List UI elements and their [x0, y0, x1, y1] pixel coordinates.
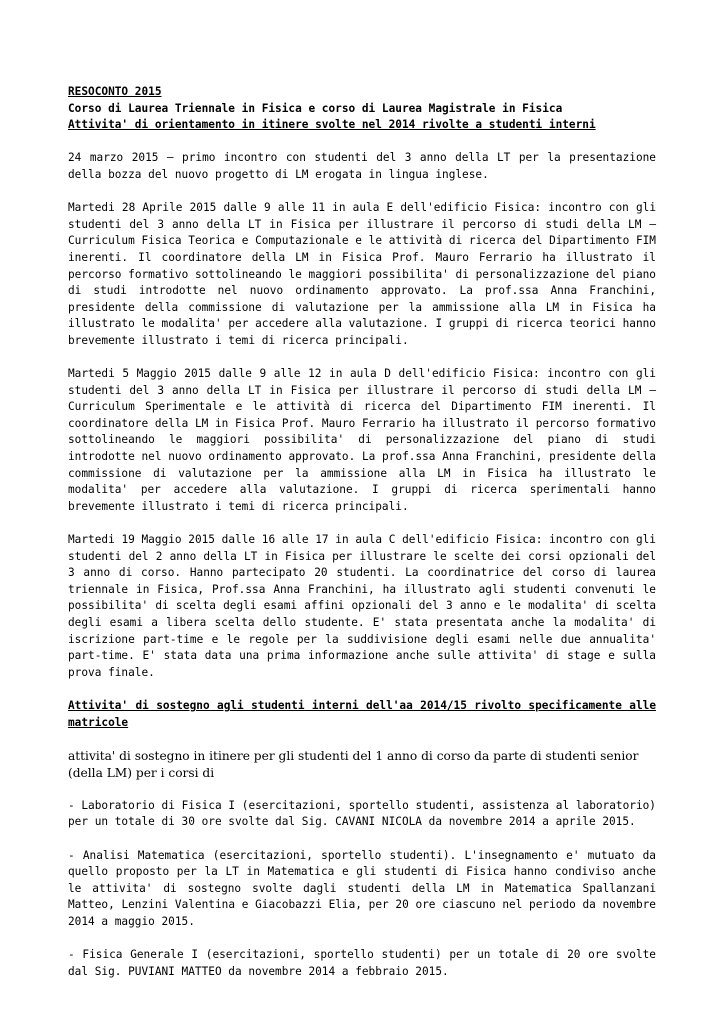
paragraph-lab-fisica: - Laboratorio di Fisica I (esercitazioni, sportello studenti, assistenza al laboratorio) per un totale di 30 ore svolte dal Sig. CAVANI NICOLA da novembre 2014 a aprile 2015.: [68, 798, 656, 829]
paragraph-serif-intro: attivita' di sostegno in itinere per gli studenti del 1 anno di corso da parte di studenti senior (della LM) per i corsi di: [68, 748, 639, 781]
spacer: [68, 184, 656, 201]
paragraph-28-aprile: Martedi 28 Aprile 2015 dalle 9 alle 11 in aula E dell'edificio Fisica: incontro con gli studenti del 3 anno della LT in Fisica per illustrare il percorso di studi della LM – Curriculum Fisica Teorica e Computazionale e le attività di ricerca del Dipartimento FIM inerenti. Il coordinatore della LM in Fisica Prof. Mauro Ferrario ha illustrato il percorso formativo sottolineando le maggiori possibilita' di personalizzazione del piano di studi introdotte nel nuovo ordinamento approvato. La prof.ssa Anna Franchini, presidente della commissione di valutazione per la ammissione alla LM in Fisica ha illustrato le modalita' per accedere alla valutazione. I gruppi di ricerca teorici hanno brevemente illustrato i temi di ricerca principali.: [68, 201, 656, 347]
paragraph-fisica-generale: - Fisica Generale I (esercitazioni, sportello studenti) per un totale di 20 ore svolte dal Sig. PUVIANI MATTEO da novembre 2014 a febbraio 2015.: [68, 948, 656, 978]
paragraph-5-maggio: Martedi 5 Maggio 2015 dalle 9 alle 12 in aula D dell'edificio Fisica: incontro con gli studenti del 3 anno della LT in Fisica per illustrare il percorso di studi della LM – Curriculum Sperimentale e le attività di ricerca del Dipartimento FIM inerenti. Il coordinatore della LM in Fisica Prof. Mauro Ferrario ha illustrato il percorso formativo sottolineando le maggiori possibilita' di personalizzazione del piano di studi introdotte nel nuovo ordinamento approvato. La prof.ssa Anna Franchini, presidente della commissione di valutazione per la ammissione alla LM in Fisica ha illustrato le modalita' per accedere alla valutazione. I gruppi di ricerca sperimentali hanno brevemente illustrato i temi di ricerca principali.: [68, 367, 656, 513]
spacer: [68, 134, 656, 151]
spacer: [68, 831, 656, 848]
heading-line-2: Corso di Laurea Triennale in Fisica e corso di Laurea Magistrale in Fisica: [68, 101, 563, 115]
paragraph-19-maggio: Martedi 19 Maggio 2015 dalle 16 alle 17 in aula C dell'edificio Fisica: incontro con gli studenti del 2 anno della LT in Fisica per illustrare le scelte dei corsi opzionali del 3 anno di corso. Hanno partecipato 20 studenti. La coordinatrice del corso di laurea triennale in Fisica, Prof.ssa Anna Franchini, ha illustrato agli studenti convenuti le possibilita' di scelta degli esami affini opzionali del 3 anno e le modalita' di scelta degli esami a libera scelta dello studente. E' stata presentata anche la modalita' di iscrizione part-time e le regole per la suddivisione degli esami nelle due annualita' part-time. E' stata data una prima informazione anche sulle attivita' di stage e sulla prova finale.: [68, 533, 656, 679]
paragraph-analisi-matematica: - Analisi Matematica (esercitazioni, sportello studenti). L'insegnamento e' mutuato da quello proposto per la LT in Matematica e gli studenti di Fisica hanno condiviso anche le attivita' di sostegno svolte dagli studenti della LM in Matematica Spallanzani Matteo, Lenzini Valentina e Giacobazzi Elia, per 20 ore ciascuno nel periodo da novembre 2014 a maggio 2015.: [68, 848, 656, 928]
spacer: [68, 931, 656, 948]
paragraph-24-marzo: 24 marzo 2015 – primo incontro con studenti del 3 anno della LT per la presentazione della bozza del nuovo progetto di LM erogata in lingua inglese.: [68, 151, 656, 181]
spacer: [68, 783, 656, 798]
spacer: [68, 731, 656, 748]
subheading-sostegno: Attivita' di sostegno agli studenti interni dell'aa 2014/15 rivolto specificamente alle matricole: [68, 698, 656, 729]
spacer: [68, 681, 656, 698]
heading-line-1: RESOCONTO 2015: [68, 85, 162, 98]
document-body: [68, 84, 656, 980]
spacer: [68, 515, 656, 532]
heading-line-3: Attivita' di orientamento in itinere svolte nel 2014 rivolte a studenti interni: [68, 118, 596, 132]
document-heading: [68, 84, 656, 134]
spacer: [68, 350, 656, 367]
